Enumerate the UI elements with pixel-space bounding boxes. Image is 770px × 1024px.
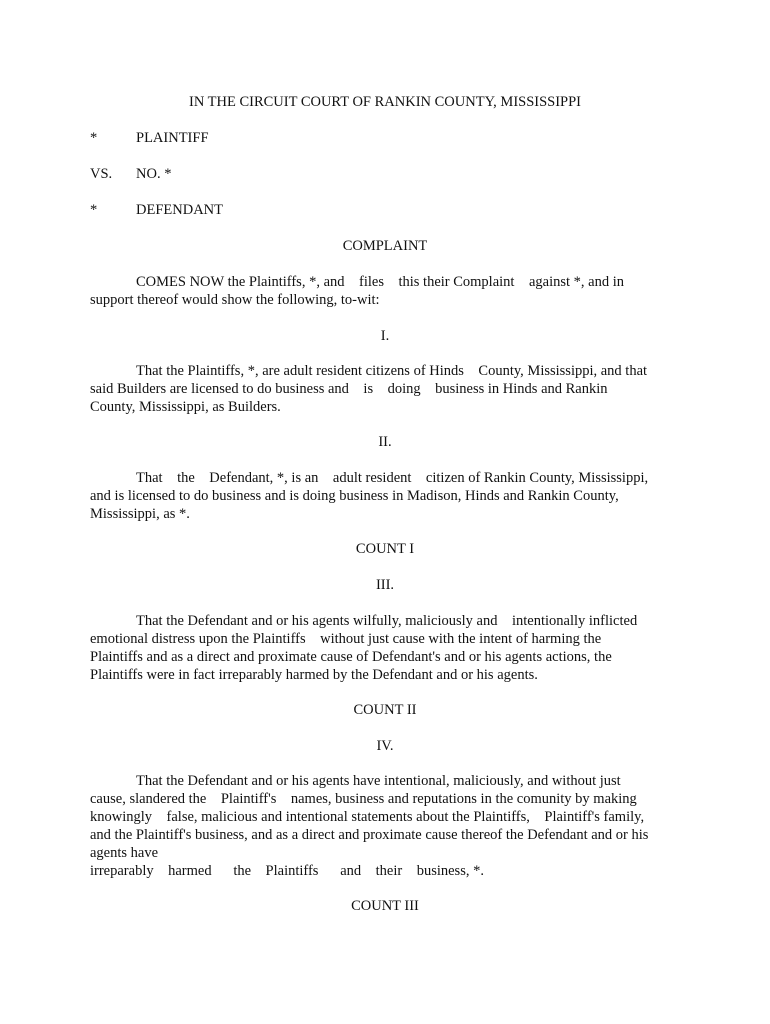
count-heading: COUNT I xyxy=(355,541,415,557)
intro-line: COMES NOW the Plaintiffs, *, and files this their Complaint against *, and in xyxy=(136,274,624,290)
case-number: NO. * xyxy=(136,166,172,182)
paragraph-line: Mississippi, as *. xyxy=(90,506,190,522)
paragraph-line: said Builders are licensed to do business and is doing business in Hinds and Rankin xyxy=(90,381,608,397)
paragraph-line: Plaintiffs and as a direct and proximate cause of Defendant's and or his agents actions, the xyxy=(90,649,612,665)
paragraph-line: That the Defendant, *, is an adult resident citizen of Rankin County, Mississippi, xyxy=(136,470,649,486)
paragraph-line: and is licensed to do business and is doing business in Madison, Hinds and Rankin County, xyxy=(90,488,619,504)
paragraph-number: I. xyxy=(380,328,390,344)
paragraph-number: IV. xyxy=(376,738,394,754)
plaintiff-mark: * xyxy=(90,130,98,146)
paragraph-line: County, Mississippi, as Builders. xyxy=(90,399,281,415)
paragraph-line: cause, slandered the Plaintiff's names, business and reputations in the comunity by making xyxy=(90,791,637,807)
court-heading: IN THE CIRCUIT COURT OF RANKIN COUNTY, MISSISSIPPI xyxy=(188,94,582,110)
paragraph-line: and the Plaintiff's business, and as a direct and proximate cause thereof the Defendant and or his xyxy=(90,827,649,843)
paragraph-number: II. xyxy=(378,434,392,450)
paragraph-number: III. xyxy=(375,577,395,593)
paragraph-line: That the Defendant and or his agents wilfully, maliciously and intentionally inflicted xyxy=(136,613,638,629)
vs-label: VS. xyxy=(90,166,113,182)
paragraph-line: That the Plaintiffs, *, are adult resident citizens of Hinds County, Mississippi, and that xyxy=(136,363,648,379)
paragraph-line: emotional distress upon the Plaintiffs without just cause with the intent of harming the xyxy=(90,631,602,647)
intro-line: support thereof would show the following, to-wit: xyxy=(90,292,380,308)
paragraph-line: That the Defendant and or his agents have intentional, maliciously, and without just xyxy=(136,773,621,789)
defendant-label: DEFENDANT xyxy=(136,202,223,218)
document-title: COMPLAINT xyxy=(342,238,428,254)
count-heading: COUNT III xyxy=(351,898,419,914)
plaintiff-label: PLAINTIFF xyxy=(136,130,209,146)
defendant-mark: * xyxy=(90,202,98,218)
paragraph-line: knowingly false, malicious and intentional statements about the Plaintiffs, Plaintiff's family, xyxy=(90,809,645,825)
paragraph-line: irreparably harmed the Plaintiffs and their business, *. xyxy=(90,863,484,879)
paragraph-line: Plaintiffs were in fact irreparably harmed by the Defendant and or his agents. xyxy=(90,667,538,683)
paragraph-line: agents have xyxy=(90,845,159,861)
count-heading: COUNT II xyxy=(353,702,417,718)
